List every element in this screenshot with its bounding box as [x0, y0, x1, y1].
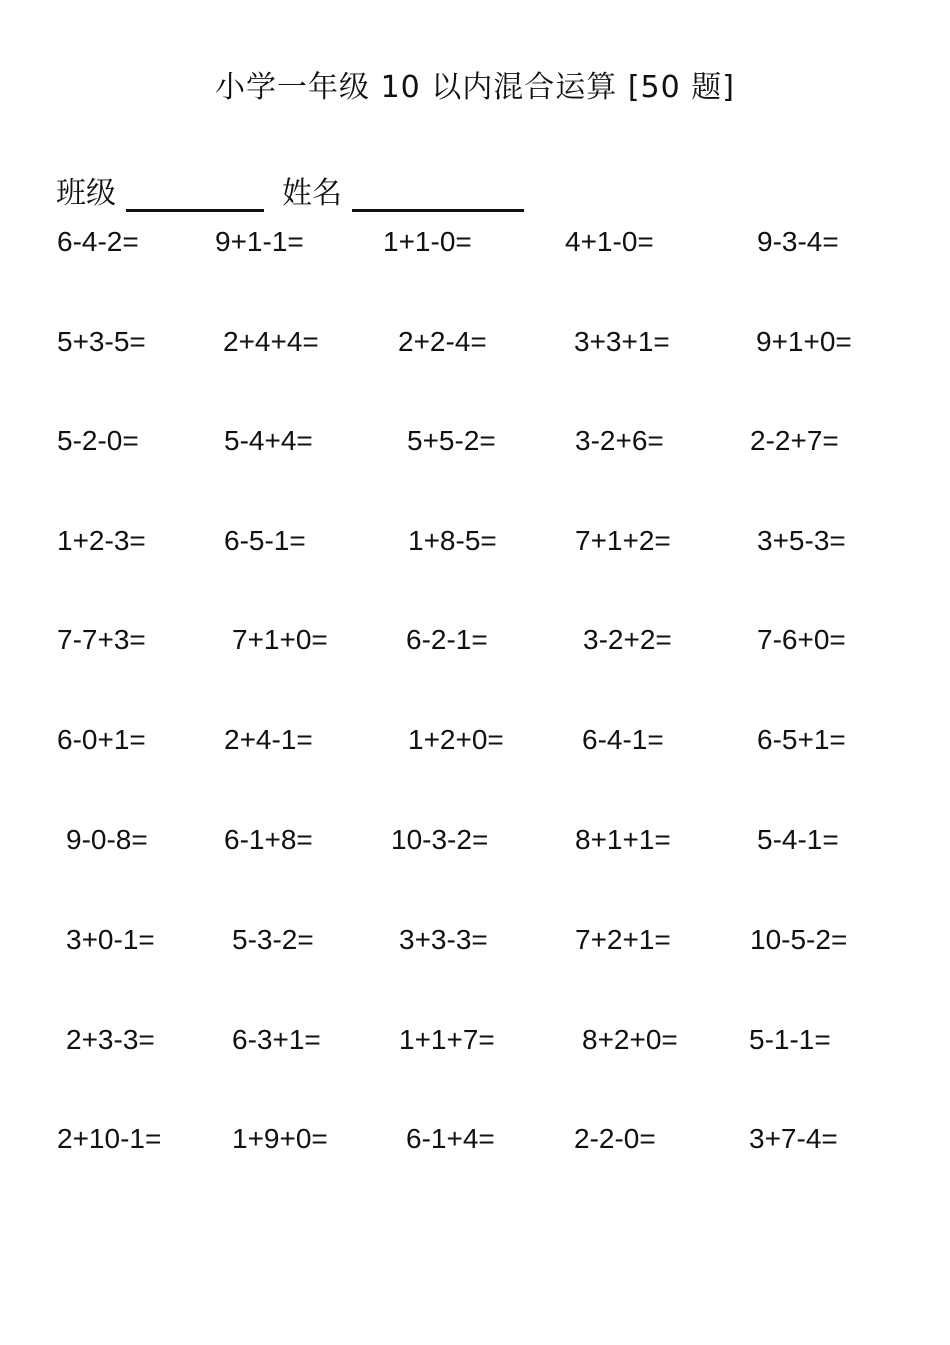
math-problem: 3+7-4=: [749, 1123, 838, 1154]
math-problem: 3+3+1=: [574, 326, 670, 357]
math-problem: 6-4-1=: [582, 724, 664, 755]
math-problem: 1+8-5=: [408, 525, 497, 556]
math-problem: 5-3-2=: [232, 924, 314, 955]
math-problem: 9-3-4=: [757, 226, 839, 257]
math-problem: 4+1-0=: [565, 226, 654, 257]
math-problem: 1+1-0=: [383, 226, 472, 257]
math-problem: 10-3-2=: [391, 824, 489, 855]
math-problem: 2-2-0=: [574, 1123, 656, 1154]
name-label: 姓名: [282, 176, 342, 211]
math-problem: 3-2+6=: [575, 425, 664, 456]
math-problem: 3+3-3=: [399, 924, 488, 955]
math-problem: 8+1+1=: [575, 824, 671, 855]
math-problem: 1+9+0=: [232, 1123, 328, 1154]
math-problem: 5-2-0=: [57, 425, 139, 456]
worksheet-title: 小学一年级 10 以内混合运算 [50 题]: [215, 70, 735, 105]
math-problem: 5+5-2=: [407, 425, 496, 456]
math-problem: 6-2-1=: [406, 624, 488, 655]
math-problem: 2+10-1=: [57, 1123, 162, 1154]
math-problem: 2+2-4=: [398, 326, 487, 357]
math-problem: 6-5+1=: [757, 724, 846, 755]
math-problem: 2+4-1=: [224, 724, 313, 755]
math-problem: 6-1+4=: [406, 1123, 495, 1154]
math-problem: 9+1-1=: [215, 226, 304, 257]
math-problem: 7+2+1=: [575, 924, 671, 955]
math-problem: 10-5-2=: [750, 924, 848, 955]
math-problem: 2+3-3=: [66, 1024, 155, 1055]
math-problem: 6-4-2=: [57, 226, 139, 257]
math-problem: 9+1+0=: [756, 326, 852, 357]
math-problem: 1+2-3=: [57, 525, 146, 556]
math-problem: 6-3+1=: [232, 1024, 321, 1055]
math-problem: 7-6+0=: [757, 624, 846, 655]
math-problem: 7+1+2=: [575, 525, 671, 556]
math-problem: 1+1+7=: [399, 1024, 495, 1055]
math-problem: 3+5-3=: [757, 525, 846, 556]
math-problem: 9-0-8=: [66, 824, 148, 855]
math-problem: 7+1+0=: [232, 624, 328, 655]
math-problem: 1+2+0=: [408, 724, 504, 755]
math-problem: 6-0+1=: [57, 724, 146, 755]
math-problem: 2+4+4=: [223, 326, 319, 357]
math-problem: 5-4+4=: [224, 425, 313, 456]
math-problem: 2-2+7=: [750, 425, 839, 456]
math-problem: 5-4-1=: [757, 824, 839, 855]
math-problem: 5-1-1=: [749, 1024, 831, 1055]
math-problem: 3-2+2=: [583, 624, 672, 655]
class-label: 班级: [56, 176, 116, 211]
math-problem: 7-7+3=: [57, 624, 146, 655]
math-problem: 6-5-1=: [224, 525, 306, 556]
math-problem: 6-1+8=: [224, 824, 313, 855]
math-problem: 8+2+0=: [582, 1024, 678, 1055]
math-problem: 3+0-1=: [66, 924, 155, 955]
math-problem: 5+3-5=: [57, 326, 146, 357]
